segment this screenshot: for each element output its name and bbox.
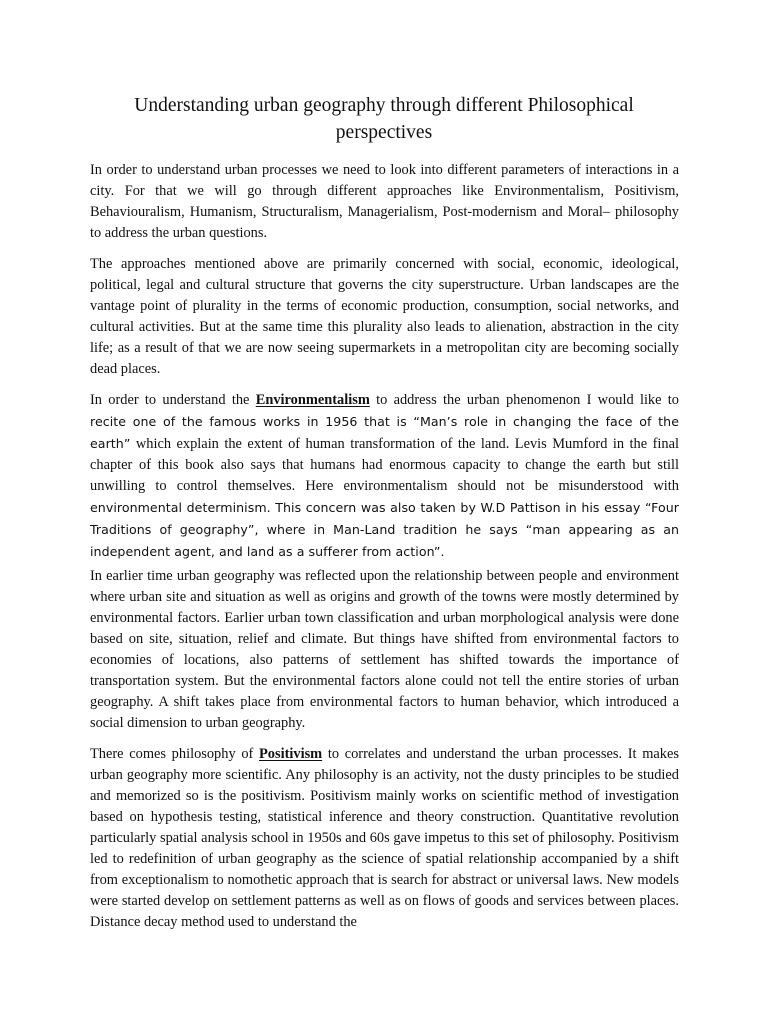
- paragraph-text: In order to understand the: [90, 392, 256, 408]
- paragraph-urban-history: In earlier time urban geography was reflected upon the relationship between people and environment where urban site and situation as well as origins and growth of the towns were mostly determined by environmental factors. Earlier urban town classification and urban morphological analysis were done based on site, situation, relief and climate. But things have shifted from environmental factors to economies of locations, also patterns of settlement has shifted towards the importance of transportation system. But the environmental factors alone could not tell the entire stories of urban geography. A shift takes place from environmental factors to human behavior, which introduced a social dimension to urban geography.: [90, 568, 679, 731]
- paragraph-text: to correlates and understand the urban processes. It makes urban geography more scientific. Any philosophy is an activity, not the dusty principles to be studied and memorized so is the positivism. Positivism mainly works on scientific method of investigation based on hypothesis testing, statistical inference and theory construction. Quantitative revolution particularly spatial analysis school in 1950s and 60s gave impetus to this set of philosophy. Positivism led to redefinition of urban geography as the science of spatial relationship accompanied by a shift from exceptionalism to nomothetic approach that is search for abstract or universal laws. New models were started develop on settlement patterns as well as on flows of goods and services between places. Distance decay method used to understand the: [90, 746, 679, 930]
- paragraph-text: which explain the extent of human transformation of the land. Levis Mumford in the final chapter of this book also says that humans had enormous capacity to change the earth but still unwilling to control themselves. Here environmentalism should not be misunderstood with: [90, 436, 679, 494]
- paragraph-text: There comes philosophy of: [90, 746, 259, 762]
- paragraph-environmentalism: [90, 390, 679, 563]
- document-title: Understanding urban geography through different Philosophical perspectives: [134, 95, 634, 143]
- keyword-environmentalism: Environmentalism: [255, 392, 370, 408]
- paragraph-approaches: The approaches mentioned above are primarily concerned with social, economic, ideological, political, legal and cultural structure that governs the city superstructure. Urban landscapes are the vantage point of plurality in the terms of economic production, consumption, social networks, and cultural activities. But at the same time this plurality also leads to alienation, abstraction in the city life; as a result of that we are now seeing supermarkets in a metropolitan city are becoming socially dead places.: [90, 256, 679, 377]
- paragraph-introduction: In order to understand urban processes we need to look into different parameters of interactions in a city. For that we will go through different approaches like Environmentalism, Positivism, Behaviouralism, Humanism, Structuralism, Managerialism, Post-modernism and Moral– philosophy to address the urban questions.: [90, 162, 679, 241]
- paragraph-text: to address the urban phenomenon I would like to: [369, 392, 680, 408]
- quoted-text: recite one of the famous works in 1956 that is “Man’s role in changing the face of the earth”: [90, 414, 679, 451]
- quoted-text: environmental determinism. This concern was also taken by W.D Pattison in his essay “Four Traditions of geography”, where in Man-Land tradition he says “man appearing as an independent agent, and land as a sufferer from action”.: [90, 500, 679, 559]
- paragraph-positivism: [90, 744, 679, 933]
- keyword-positivism: Positivism: [259, 746, 323, 762]
